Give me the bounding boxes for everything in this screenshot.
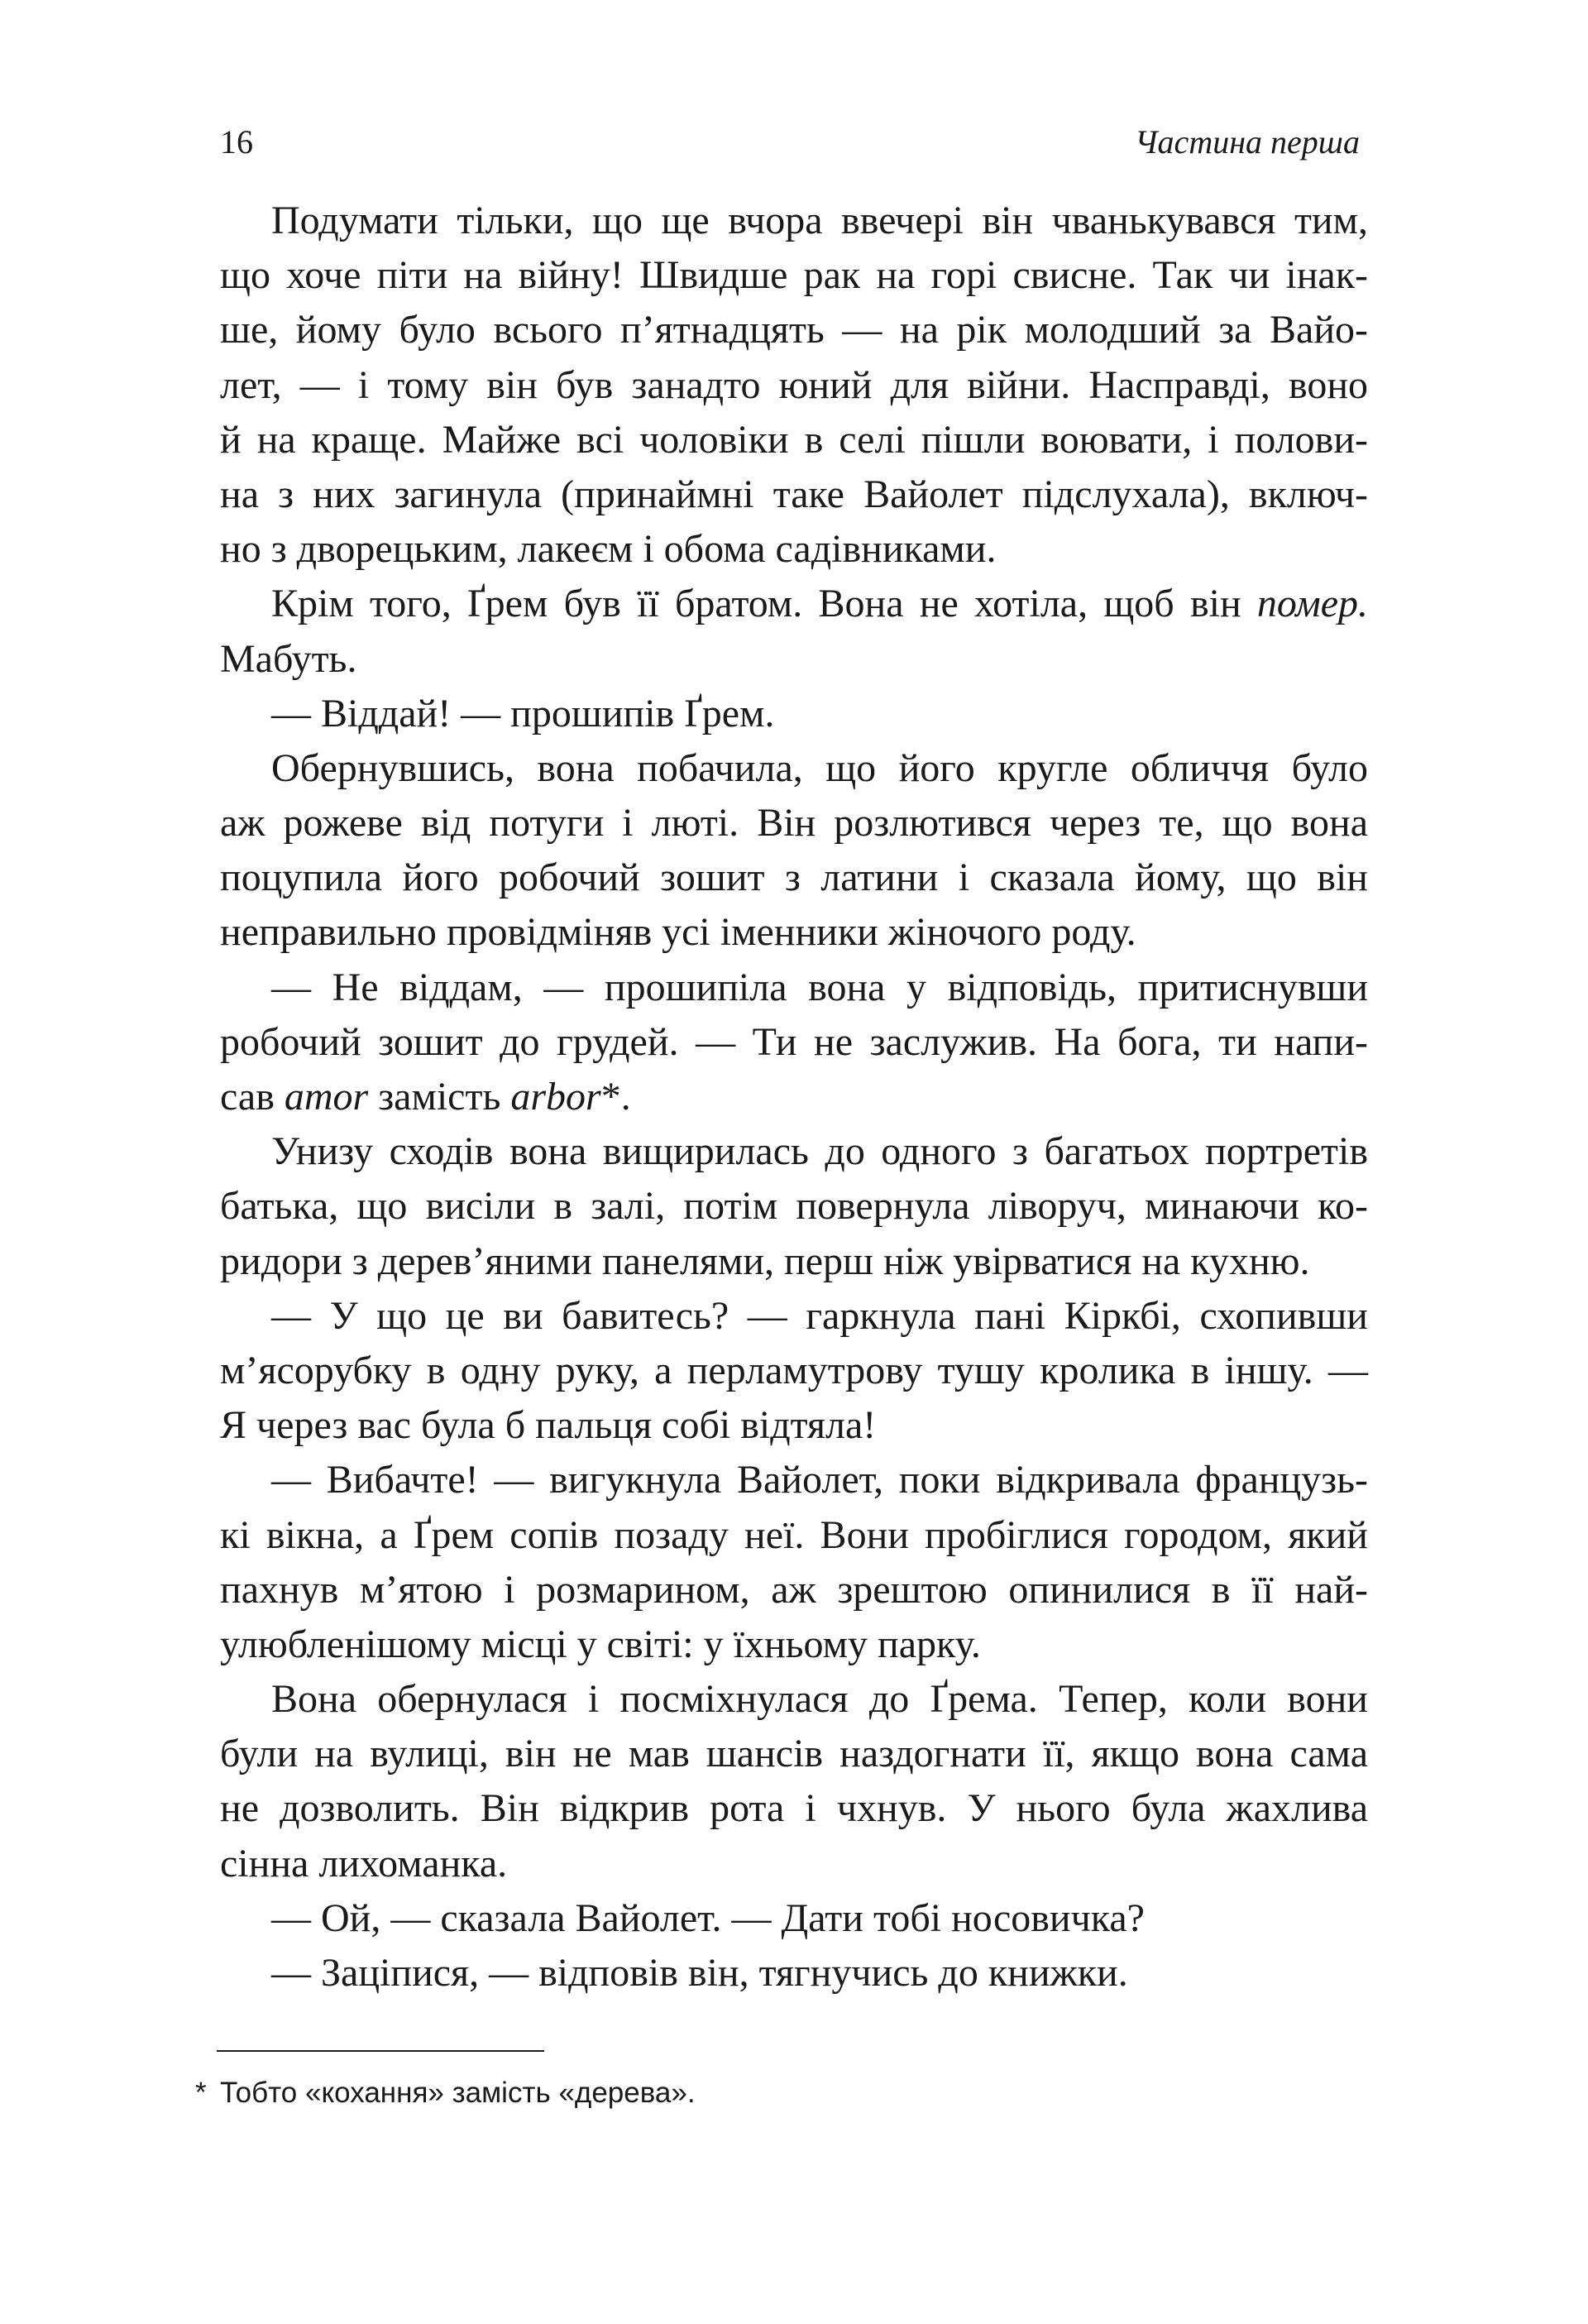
running-head: Частина перша xyxy=(1135,123,1360,161)
footnote-mark: * xyxy=(195,2077,207,2109)
text-segment: замість xyxy=(368,1075,511,1119)
text-line: робочий зошит до грудей. — Ти не заслужив. На бога, ти напи- xyxy=(220,1019,1368,1064)
text-line: Я через вас була б пальця собі відтяла! xyxy=(220,1403,877,1448)
text-line: й на краще. Майже всі чоловіки в селі пішли воювати, і полови- xyxy=(220,417,1368,462)
footnote-divider xyxy=(217,2050,544,2052)
text-line: — Не віддам, — прошипіла вона у відповідь, притиснувши xyxy=(271,965,1368,1009)
text-line: ридори з дерев’яними панелями, перш ніж увірватися на кухню. xyxy=(220,1239,1310,1283)
text-line: м’ясорубку в одну руку, а перламутрову тушу кролика в іншу. — xyxy=(220,1348,1368,1392)
text-line: лет, — і тому він був занадто юний для війни. Насправді, воно xyxy=(220,362,1368,407)
text-line: — Вибачте! — вигукнула Вайолет, поки відкривала французь- xyxy=(271,1458,1368,1502)
text-line: — Ой, — сказала Вайолет. — Дати тобі носовичка? xyxy=(271,1895,1145,1940)
text-line: на з них загинула (принаймні таке Вайолет підслухала), включ- xyxy=(220,472,1368,516)
body-text xyxy=(220,194,1368,2001)
text-line xyxy=(220,577,1368,631)
text-line: ше, йому було всього п’ятнадцять — на рік молодший за Вайо- xyxy=(220,308,1368,352)
text-line: аж рожеве від потуги і люті. Він розлютився через те, що вона xyxy=(220,801,1368,846)
text-line: улюбленішому місці у світі: у їхньому парку. xyxy=(220,1622,981,1666)
text-segment: сав xyxy=(220,1075,285,1119)
emphasis: arbor xyxy=(510,1075,601,1119)
text-line: що хоче піти на війну! Швидше рак на горі свисне. Так чи інак- xyxy=(220,253,1368,298)
text-line: Вона обернулася і посміхнулася до Ґрема. Тепер, коли вони xyxy=(271,1677,1368,1722)
page-number: 16 xyxy=(220,123,253,161)
emphasis: amor xyxy=(284,1075,369,1119)
emphasis: помер. xyxy=(1256,582,1368,626)
text-line: — Заціпися, — відповів він, тягнучись до книжки. xyxy=(271,1951,1128,1995)
text-line: поцупила його робочий зошит з латини і сказала йому, що він xyxy=(220,855,1368,900)
footnote xyxy=(195,2075,696,2111)
text-line xyxy=(220,1070,1368,1124)
text-line: — Віддай! — прошипів Ґрем. xyxy=(271,691,775,736)
text-line: неправильно провідміняв усі іменники жіночого роду. xyxy=(220,910,1136,955)
text-line: Обернувшись, вона побачила, що його кругле обличчя було xyxy=(271,745,1368,790)
text-line: Мабуть. xyxy=(220,636,357,681)
text-line: кі вікна, а Ґрем сопів позаду неї. Вони пробіглися городом, який xyxy=(220,1512,1368,1557)
text-line: Подумати тільки, що ще вчора ввечері він чванькувався тим, xyxy=(271,199,1368,242)
text-segment: Крім того, Ґрем був її братом. Вона не хотіла, щоб він xyxy=(271,582,1257,626)
text-line: не дозволить. Він відкрив рота і чхнув. У нього була жахлива xyxy=(220,1786,1368,1831)
text-line: були на вулиці, він не мав шансів наздогнати її, якщо вона сама xyxy=(220,1732,1368,1776)
text-line: пахнув м’ятою і розмарином, аж зрештою опинилися в її най- xyxy=(220,1567,1368,1612)
text-line: Унизу сходів вона вищирилась до одного з багатьох портретів xyxy=(271,1129,1368,1174)
text-line: батька, що висіли в залі, потім повернула ліворуч, минаючи ко- xyxy=(220,1184,1368,1229)
footnote-ref: *. xyxy=(600,1075,631,1119)
text-line: — У що це ви бавитесь? — гаркнула пані Кіркбі, схопивши xyxy=(271,1293,1368,1338)
text-line: но з дворецьким, лакеєм і обома садівниками. xyxy=(220,527,997,572)
footnote-text: Тобто «кохання» замість «дерева». xyxy=(220,2077,696,2109)
text-line: сінна лихоманка. xyxy=(220,1841,508,1886)
